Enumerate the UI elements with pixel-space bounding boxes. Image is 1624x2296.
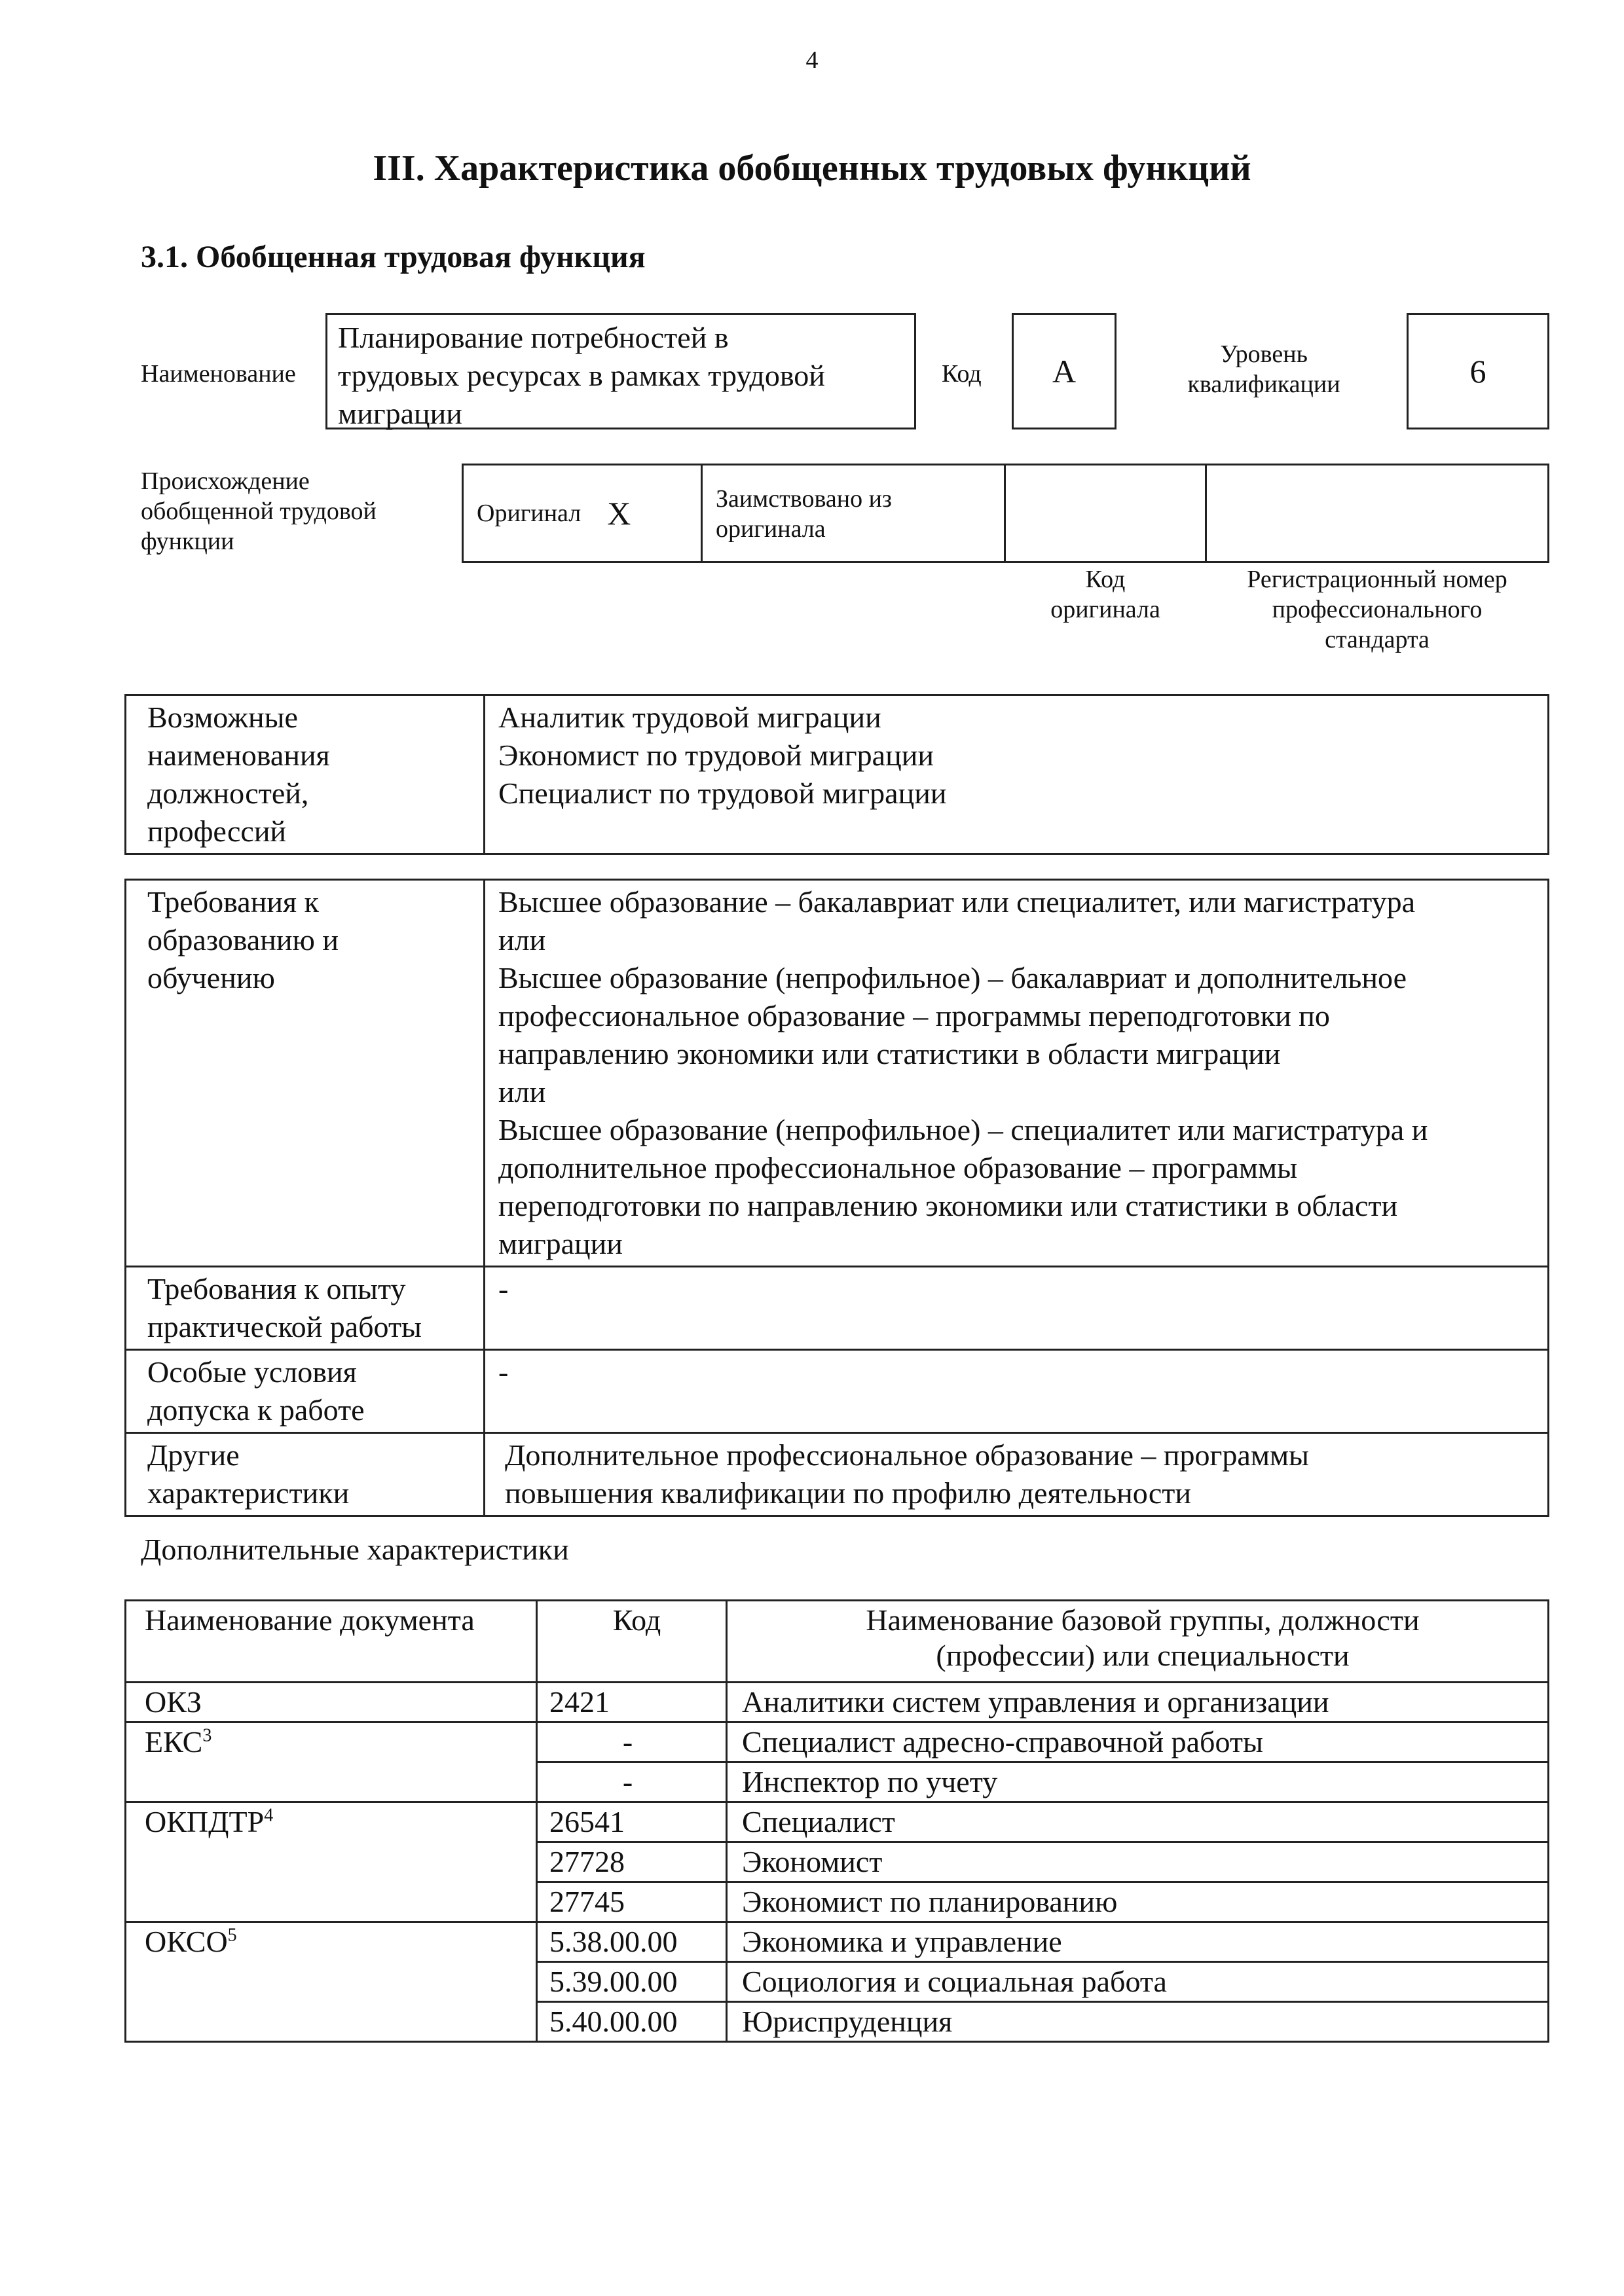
name-cell: Юриспруденция xyxy=(727,2002,1549,2042)
table-row xyxy=(126,880,1549,1267)
section-subtitle: 3.1. Обобщенная трудовая функция xyxy=(141,240,646,274)
code-value: A xyxy=(1052,353,1077,390)
requirements-table xyxy=(124,879,1549,1517)
doc-cell xyxy=(126,2002,537,2042)
level-label-line: квалификации xyxy=(1187,371,1340,398)
caption-line: профессионального xyxy=(1272,596,1483,623)
doc-cell xyxy=(126,1882,537,1922)
table-row xyxy=(126,695,1549,854)
table-row xyxy=(126,2002,1549,2042)
borrowed-cell xyxy=(701,464,1006,563)
table-row xyxy=(126,1802,1549,1842)
function-name-box xyxy=(325,313,916,429)
positions-values xyxy=(485,695,1549,854)
label-line: характеристики xyxy=(147,1476,350,1510)
name-cell: Экономист по планированию xyxy=(727,1882,1549,1922)
level-label-line: Уровень xyxy=(1220,340,1308,368)
origin-label-line: Происхождение xyxy=(141,467,310,495)
label-line: профессий xyxy=(147,814,287,848)
other-characteristics-label xyxy=(126,1433,485,1516)
table-row xyxy=(126,1433,1549,1516)
table-row xyxy=(126,1683,1549,1722)
origin-label-line: функции xyxy=(141,528,234,555)
special-conditions-label xyxy=(126,1350,485,1433)
table-row xyxy=(126,1267,1549,1350)
label-line: должностей, xyxy=(147,776,309,810)
special-conditions-value xyxy=(485,1350,1549,1433)
position-item: Аналитик трудовой миграции xyxy=(498,701,881,734)
reg-number-cell xyxy=(1205,464,1549,563)
doc-cell: ОКЗ xyxy=(126,1683,537,1722)
caption-line: оригинала xyxy=(1050,596,1160,623)
doc-cell xyxy=(126,1842,537,1882)
function-name-line: миграции xyxy=(338,397,462,430)
table-header-row xyxy=(126,1601,1549,1683)
table-row xyxy=(126,1882,1549,1922)
label-line: наименования xyxy=(147,738,330,772)
borrowed-label-line: Заимствовано из xyxy=(716,485,892,513)
origin-label xyxy=(141,466,377,556)
code-cell: 27728 xyxy=(537,1842,727,1882)
function-name-line: Планирование потребностей в xyxy=(338,321,729,354)
value-line: Высшее образование – бакалавриат или специалитет, или магистратура xyxy=(498,885,1416,919)
table-row xyxy=(126,1722,1549,1762)
page-title: III. Характеристика обобщенных трудовых функций xyxy=(373,148,1251,189)
value-line: Дополнительное профессиональное образование – программы xyxy=(505,1438,1309,1472)
position-item: Специалист по трудовой миграции xyxy=(498,776,947,810)
col-header-name xyxy=(727,1601,1549,1683)
label-line: допуска к работе xyxy=(147,1393,365,1427)
code-cell: 2421 xyxy=(537,1683,727,1722)
caption-line: Код xyxy=(1085,566,1126,593)
code-cell: 27745 xyxy=(537,1882,727,1922)
header-line: Наименование базовой группы, должности xyxy=(866,1603,1420,1637)
position-item: Экономист по трудовой миграции xyxy=(498,738,934,772)
original-label: Оригинал xyxy=(477,500,581,527)
value-line: Высшее образование (непрофильное) – специалитет или магистратура и xyxy=(498,1113,1428,1146)
positions-label xyxy=(126,695,485,854)
table-row xyxy=(126,1962,1549,2002)
function-name-line: трудовых ресурсах в рамках трудовой xyxy=(338,359,825,392)
name-cell: Экономист xyxy=(727,1842,1549,1882)
code-value-box xyxy=(1012,313,1116,429)
additional-table xyxy=(124,1599,1549,2043)
experience-value xyxy=(485,1267,1549,1350)
doc-cell: ОКСО$^5$ xyxy=(126,1922,537,1962)
label-line: образованию и xyxy=(147,923,339,957)
value-line: переподготовки по направлению экономики или статистики в области xyxy=(498,1189,1398,1222)
value-line: дополнительное профессиональное образование – программы xyxy=(498,1151,1297,1184)
table-row xyxy=(126,1350,1549,1433)
name-cell: Аналитики систем управления и организации xyxy=(727,1683,1549,1722)
name-cell: Специалист xyxy=(727,1802,1549,1842)
value-line: повышения квалификации по профилю деятельности xyxy=(505,1476,1191,1510)
table-row xyxy=(126,1922,1549,1962)
other-characteristics-value xyxy=(485,1433,1549,1516)
caption-line: стандарта xyxy=(1325,626,1430,653)
level-value: 6 xyxy=(1469,353,1486,390)
name-cell: Специалист адресно-справочной работы xyxy=(727,1722,1549,1762)
value-line: или xyxy=(498,1075,546,1108)
value-line: Высшее образование (непрофильное) – бакалавриат и дополнительное xyxy=(498,961,1407,994)
education-value xyxy=(485,880,1549,1267)
value-line: - xyxy=(498,1272,509,1305)
table-row xyxy=(126,1762,1549,1802)
positions-table xyxy=(124,694,1549,855)
label-line: Другие xyxy=(147,1438,240,1472)
code-cell: 5.40.00.00 xyxy=(537,2002,727,2042)
level-label xyxy=(1153,339,1375,399)
doc-cell xyxy=(126,1962,537,2002)
label-line: практической работы xyxy=(147,1310,422,1343)
label-line: Требования к xyxy=(147,885,319,919)
value-line: миграции xyxy=(498,1227,623,1260)
doc-cell: ОКПДТР$^4$ xyxy=(126,1802,537,1842)
original-cell xyxy=(462,464,703,563)
experience-label xyxy=(126,1267,485,1350)
code-original-caption xyxy=(1004,564,1207,625)
caption-line: Регистрационный номер xyxy=(1247,566,1507,593)
education-label xyxy=(126,880,485,1267)
name-label: Наименование xyxy=(141,360,296,388)
label-line: Требования к опыту xyxy=(147,1272,406,1305)
label-line: Возможные xyxy=(147,701,298,734)
code-label: Код xyxy=(942,360,982,388)
code-original-cell xyxy=(1004,464,1207,563)
col-header-code: Код xyxy=(537,1601,727,1683)
value-line: направлению экономики или статистики в области миграции xyxy=(498,1037,1281,1070)
code-cell: - xyxy=(537,1762,727,1802)
code-cell: 5.38.00.00 xyxy=(537,1922,727,1962)
code-cell: 26541 xyxy=(537,1802,727,1842)
doc-cell xyxy=(126,1762,537,1802)
level-value-box xyxy=(1407,313,1549,429)
table-row xyxy=(126,1842,1549,1882)
additional-heading: Дополнительные характеристики xyxy=(141,1533,569,1566)
value-line: - xyxy=(498,1355,509,1389)
origin-label-line: обобщенной трудовой xyxy=(141,498,377,525)
value-line: профессиональное образование – программы переподготовки по xyxy=(498,999,1330,1032)
reg-number-caption xyxy=(1205,564,1549,655)
label-line: обучению xyxy=(147,961,275,994)
col-header-doc: Наименование документа xyxy=(126,1601,537,1683)
code-cell: 5.39.00.00 xyxy=(537,1962,727,2002)
name-cell: Экономика и управление xyxy=(727,1922,1549,1962)
header-line: (профессии) или специальности xyxy=(936,1639,1350,1672)
borrowed-label-line: оригинала xyxy=(716,515,826,543)
page-number: 4 xyxy=(805,46,819,74)
value-line: или xyxy=(498,923,546,957)
code-cell: - xyxy=(537,1722,727,1762)
original-mark: X xyxy=(607,495,631,532)
label-line: Особые условия xyxy=(147,1355,357,1389)
name-cell: Инспектор по учету xyxy=(727,1762,1549,1802)
name-cell: Социология и социальная работа xyxy=(727,1962,1549,2002)
doc-cell: ЕКС$^3$ xyxy=(126,1722,537,1762)
